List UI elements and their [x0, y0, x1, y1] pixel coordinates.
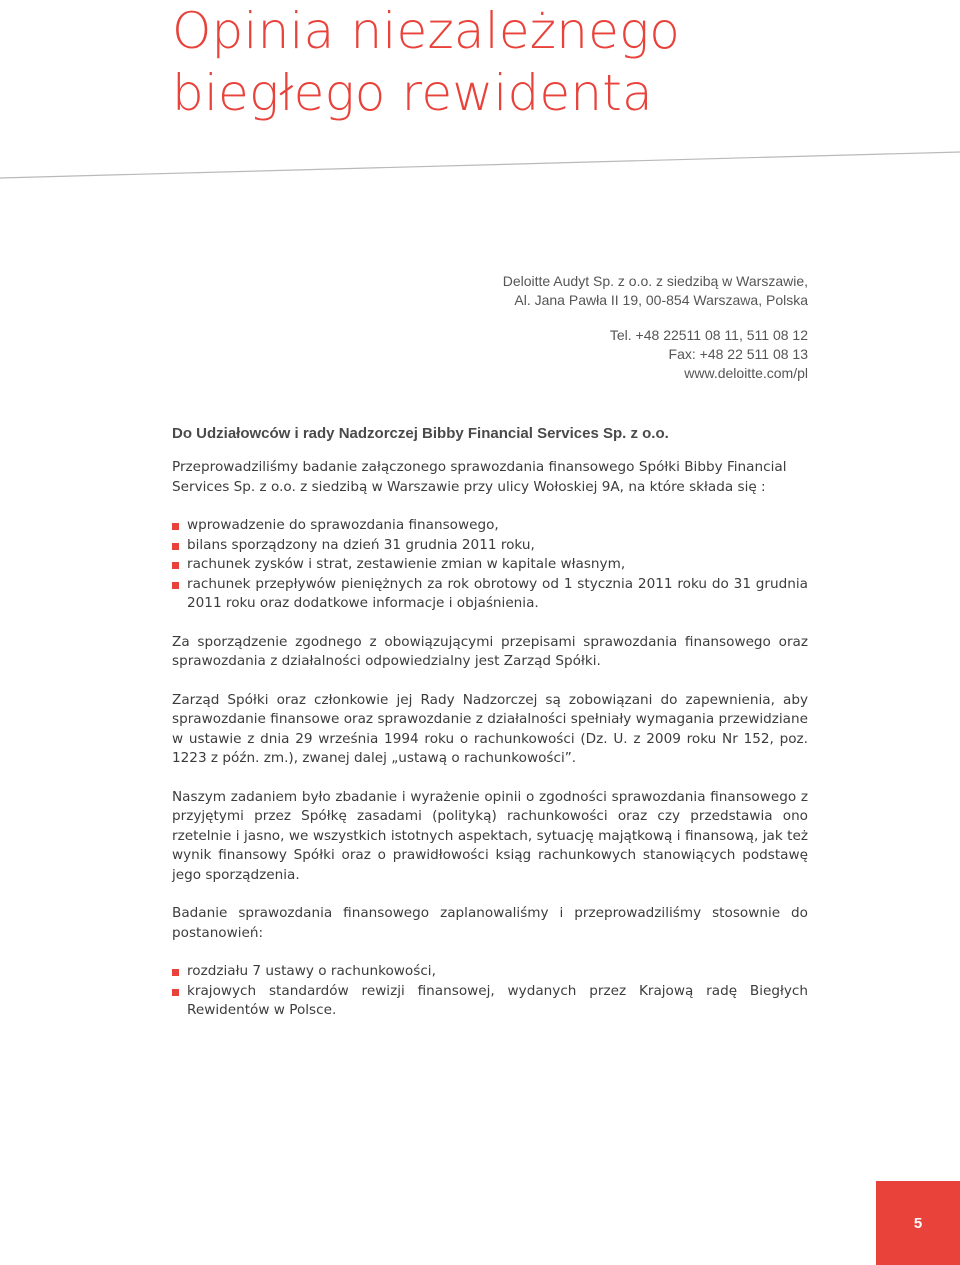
- addressee-heading: Do Udziałowców i rady Nadzorczej Bibby Financial Services Sp. z o.o.: [172, 425, 669, 442]
- audit-task-paragraph: Naszym zadaniem było zbadanie i wyrażenie opinii o zgodności sprawozdania finansowego z przyjętymi przez Spółkę zasadami (polityką) rachunkowości oraz czy przedstawia ono rzetelnie i jasno, we wszystkich istotnych aspektach, sytuację majątkową i finansową, jak też wynik finansowy Spółki oraz o prawidłowości ksiąg rachunkowych stanowiących podstawę jego sporządzenia.: [172, 788, 808, 883]
- bullet-square-icon: [172, 543, 179, 550]
- website: www.deloitte.com/pl: [684, 365, 808, 381]
- document-body: [172, 424, 808, 1040]
- title-line-2: biegłego rewidenta: [172, 64, 653, 122]
- page-title: [172, 0, 680, 124]
- list-item: wprowadzenie do sprawozdania finansowego,: [172, 516, 808, 536]
- bullet-square-icon: [172, 989, 179, 996]
- list-item: rachunek zysków i strat, zestawienie zmian w kapitale własnym,: [172, 555, 808, 575]
- list-item: rozdziału 7 ustawy o rachunkowości,: [172, 962, 808, 982]
- title-line-1: Opinia niezależnego: [172, 2, 681, 60]
- list-item: rachunek przepływów pieniężnych za rok obrotowy od 1 stycznia 2011 roku do 31 grudnia 2011 roku oraz dodatkowe informacje i objaśnienia.: [172, 575, 808, 614]
- phone-number: Tel. +48 22511 08 11, 511 08 12: [609, 327, 808, 343]
- financial-statement-components-list: [172, 516, 808, 614]
- audit-planning-paragraph: Badanie sprawozdania finansowego zaplanowaliśmy i przeprowadziliśmy stosownie do postanowień:: [172, 905, 808, 941]
- intro-paragraph: Przeprowadziliśmy badanie załączonego sprawozdania finansowego Spółki Bibby Financial Services Sp. z o.o. z siedzibą w Warszawie przy ulicy Wołoskiej 9A, na które składa się :: [172, 459, 787, 495]
- bullet-square-icon: [172, 969, 179, 976]
- fax-number: Fax: +48 22 511 08 13: [668, 346, 808, 362]
- list-item: bilans sporządzony na dzień 31 grudnia 2011 roku,: [172, 536, 808, 556]
- board-obligation-paragraph: Zarząd Spółki oraz członkowie jej Rady Nadzorczej są zobowiązani do zapewnienia, aby sprawozdanie finansowe oraz sprawozdanie z działalności spełniały wymagania przewidziane w ustawie z dnia 29 września 1994 roku o rachunkowości (Dz. U. z 2009 roku Nr 152, poz. 1223 z późn. zm.), zwanej dalej „ustawą o rachunkowości”.: [172, 691, 808, 766]
- audit-standards-list: [172, 962, 808, 1021]
- auditor-address-block: [503, 272, 808, 383]
- responsibility-paragraph: Za sporządzenie zgodnego z obowiązującymi przepisami sprawozdania finansowego oraz sprawozdania z działalności odpowiedzialny jest Zarząd Spółki.: [172, 633, 808, 669]
- horizontal-rule: [0, 150, 960, 190]
- bullet-square-icon: [172, 582, 179, 589]
- address-line-2: Al. Jana Pawła II 19, 00-854 Warszawa, Polska: [514, 292, 808, 308]
- bullet-square-icon: [172, 523, 179, 530]
- address-line-1: Deloitte Audyt Sp. z o.o. z siedzibą w Warszawie,: [502, 273, 808, 289]
- list-item: krajowych standardów rewizji finansowej, wydanych przez Krajową radę Biegłych Rewidentów w Polsce.: [172, 982, 808, 1021]
- page-number-badge: 5: [876, 1181, 960, 1265]
- bullet-square-icon: [172, 562, 179, 569]
